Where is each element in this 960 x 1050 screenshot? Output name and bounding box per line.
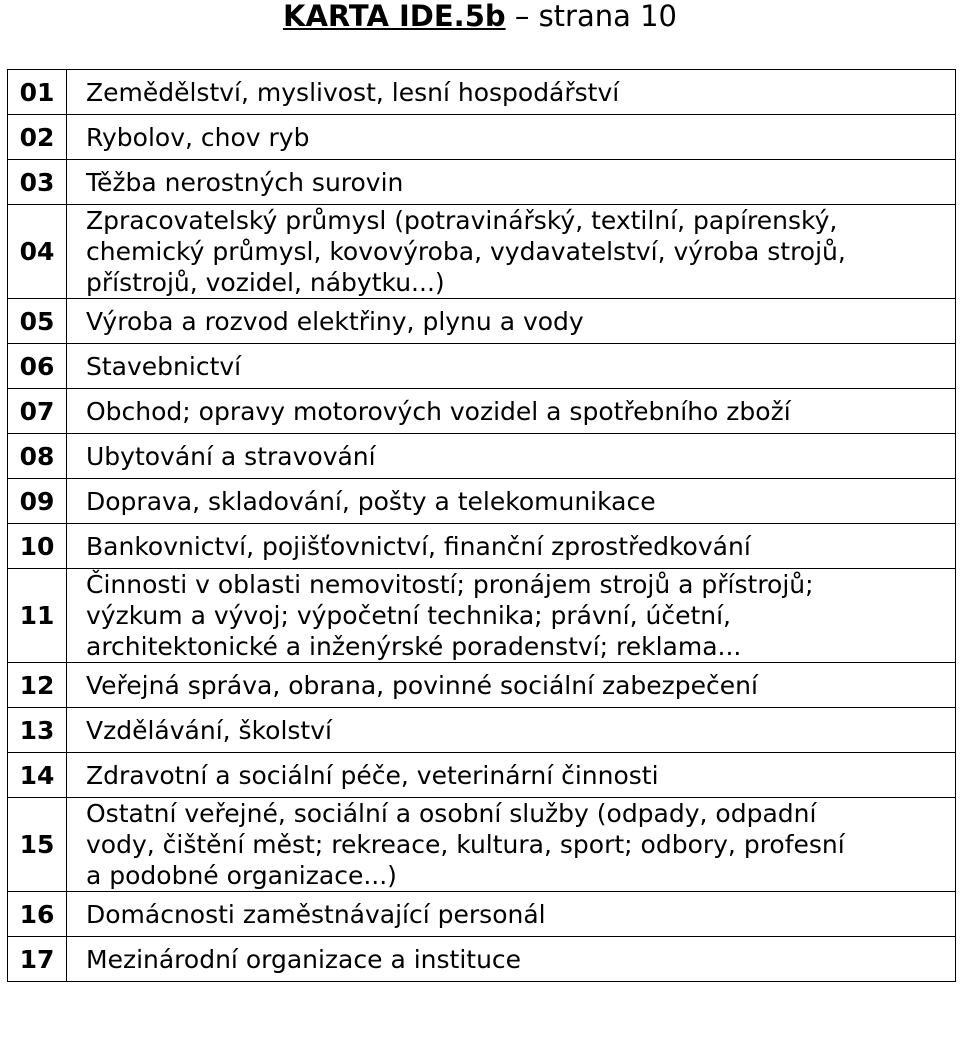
row-code: 14 [8, 753, 67, 798]
row-description [67, 708, 956, 753]
row-code: 01 [8, 70, 67, 115]
page-number: strana 10 [538, 0, 678, 33]
description-line: Veřejná správa, obrana, povinné sociální zabezpečení [86, 670, 758, 700]
row-description [67, 524, 956, 569]
description-line: Doprava, skladování, pošty a telekomunikace [86, 486, 656, 516]
row-code: 06 [8, 344, 67, 389]
row-code: 15 [8, 798, 67, 892]
table-row [8, 892, 956, 937]
row-code: 12 [8, 663, 67, 708]
row-code: 05 [8, 299, 67, 344]
row-code: 03 [8, 160, 67, 205]
description-line: chemický průmysl, kovovýroba, vydavatelství, výroba strojů, [86, 237, 846, 266]
row-description [67, 753, 956, 798]
table-row [8, 434, 956, 479]
table-row [8, 344, 956, 389]
table-row [8, 479, 956, 524]
row-description [67, 569, 956, 663]
table-row [8, 569, 956, 663]
table-row [8, 160, 956, 205]
description-line: Zemědělství, myslivost, lesní hospodářství [86, 77, 620, 107]
description-line: Zpracovatelský průmysl (potravinářský, textilní, papírenský, [86, 206, 838, 235]
row-description [67, 115, 956, 160]
description-line: architektonické a inženýrské poradenství; reklama... [86, 632, 742, 661]
row-description [67, 479, 956, 524]
description-line: přístrojů, vozidel, nábytku...) [86, 268, 445, 297]
row-code: 08 [8, 434, 67, 479]
row-code: 09 [8, 479, 67, 524]
page-title [0, 0, 960, 40]
description-line: Těžba nerostných surovin [86, 167, 404, 197]
table-row [8, 524, 956, 569]
table-row [8, 708, 956, 753]
table-row [8, 70, 956, 115]
description-line: Domácnosti zaměstnávající personál [86, 899, 546, 929]
table-row [8, 205, 956, 299]
description-line: Obchod; opravy motorových vozidel a spotřebního zboží [86, 396, 791, 426]
table-row [8, 663, 956, 708]
row-description [67, 937, 956, 982]
row-description [67, 70, 956, 115]
table-row [8, 389, 956, 434]
description-line: Ubytování a stravování [86, 441, 376, 471]
row-code: 13 [8, 708, 67, 753]
card-title: KARTA IDE.5b [282, 0, 506, 33]
description-line: Rybolov, chov ryb [86, 122, 310, 152]
row-description [67, 798, 956, 892]
row-description [67, 344, 956, 389]
table-row [8, 753, 956, 798]
row-description [67, 663, 956, 708]
row-code: 11 [8, 569, 67, 663]
description-line: vody, čištění měst; rekreace, kultura, sport; odbory, profesní [86, 830, 845, 859]
row-description [67, 160, 956, 205]
description-line: a podobné organizace...) [86, 861, 397, 890]
row-description [67, 299, 956, 344]
row-code: 16 [8, 892, 67, 937]
description-line: Činnosti v oblasti nemovitostí; pronájem strojů a přístrojů; [86, 570, 814, 599]
row-description [67, 389, 956, 434]
description-line: Vzdělávání, školství [86, 715, 332, 745]
description-line: Ostatní veřejné, sociální a osobní služby (odpady, odpadní [86, 799, 817, 828]
row-code: 04 [8, 205, 67, 299]
row-code: 17 [8, 937, 67, 982]
description-line: výzkum a vývoj; výpočetní technika; právní, účetní, [86, 601, 731, 630]
table-row [8, 299, 956, 344]
description-line: Bankovnictví, pojišťovnictví, finanční zprostředkování [86, 531, 751, 561]
row-code: 07 [8, 389, 67, 434]
description-line: Mezinárodní organizace a instituce [86, 944, 522, 974]
row-code: 02 [8, 115, 67, 160]
description-line: Zdravotní a sociální péče, veterinární činnosti [86, 760, 659, 790]
title-separator: – [514, 0, 530, 33]
row-code: 10 [8, 524, 67, 569]
description-line: Výroba a rozvod elektřiny, plynu a vody [86, 306, 584, 336]
table-row [8, 115, 956, 160]
table-row [8, 937, 956, 982]
table-row [8, 798, 956, 892]
industry-code-table [7, 69, 956, 982]
row-description [67, 892, 956, 937]
description-line: Stavebnictví [86, 351, 242, 381]
row-description [67, 434, 956, 479]
row-description [67, 205, 956, 299]
